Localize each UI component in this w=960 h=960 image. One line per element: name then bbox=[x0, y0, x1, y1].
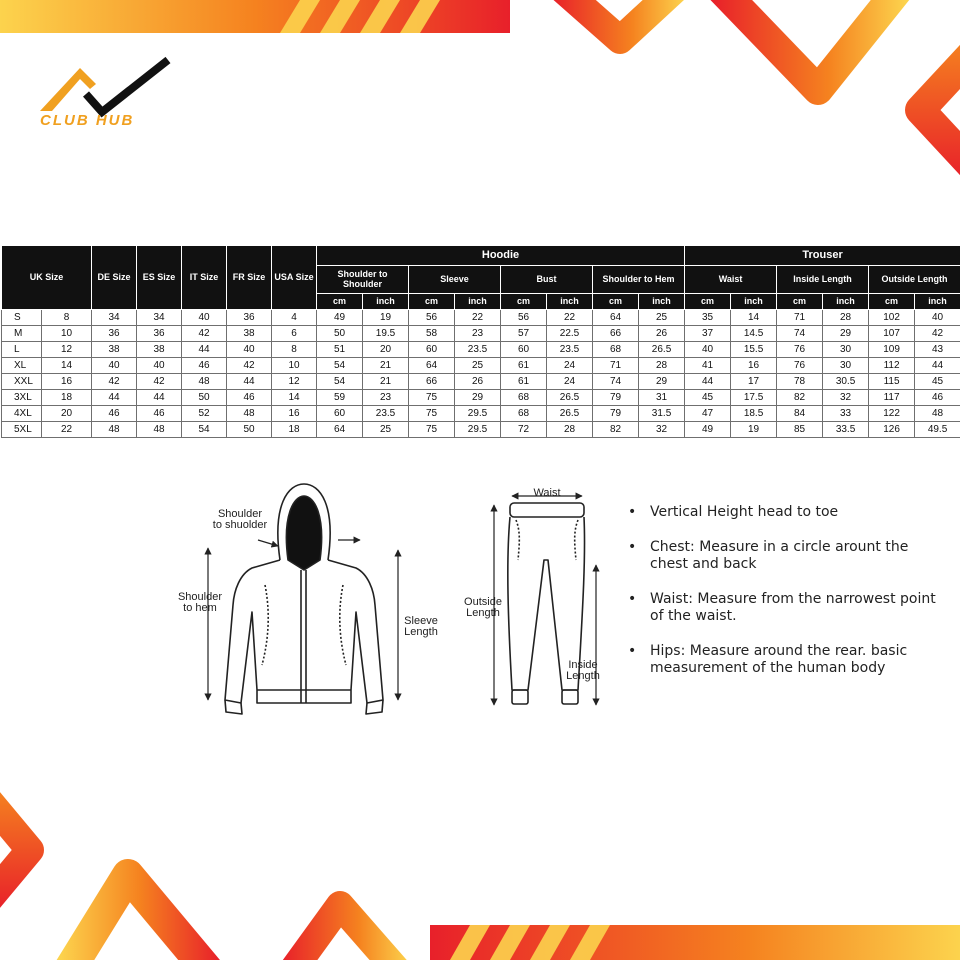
table-cell: 75 bbox=[409, 406, 455, 422]
table-cell: 40 bbox=[915, 310, 960, 326]
table-cell: 17.5 bbox=[731, 390, 777, 406]
table-cell: 56 bbox=[409, 310, 455, 326]
table-cell: 18 bbox=[272, 422, 317, 438]
table-cell: 60 bbox=[317, 406, 363, 422]
table-cell: 38 bbox=[137, 342, 182, 358]
table-cell: 48 bbox=[92, 422, 137, 438]
table-cell: 14 bbox=[731, 310, 777, 326]
note-item: • Waist: Measure from the narrowest point of the waist. bbox=[628, 591, 936, 624]
table-cell: 12 bbox=[272, 374, 317, 390]
table-cell: 84 bbox=[777, 406, 823, 422]
bullet-icon: • bbox=[628, 539, 637, 555]
table-cell: 10 bbox=[42, 326, 92, 342]
bullet-icon: • bbox=[628, 591, 637, 607]
table-cell: 28 bbox=[639, 358, 685, 374]
table-cell: 29 bbox=[455, 390, 501, 406]
table-cell: 23 bbox=[455, 326, 501, 342]
table-cell: 57 bbox=[501, 326, 547, 342]
size-label-cell: S bbox=[2, 310, 42, 326]
es-size-header: ES Size bbox=[137, 246, 182, 310]
table-cell: 44 bbox=[182, 342, 227, 358]
size-label-cell: XXL bbox=[2, 374, 42, 390]
table-cell: 38 bbox=[227, 326, 272, 342]
table-cell: 24 bbox=[547, 358, 593, 374]
table-cell: 66 bbox=[593, 326, 639, 342]
table-cell: 75 bbox=[409, 390, 455, 406]
table-cell: 48 bbox=[137, 422, 182, 438]
size-label-cell: 5XL bbox=[2, 422, 42, 438]
table-cell: 22 bbox=[42, 422, 92, 438]
table-cell: 16 bbox=[731, 358, 777, 374]
it-size-header: IT Size bbox=[182, 246, 227, 310]
table-cell: 78 bbox=[777, 374, 823, 390]
table-cell: 61 bbox=[501, 358, 547, 374]
table-cell: 25 bbox=[639, 310, 685, 326]
label-inside-length: Inside Length bbox=[566, 659, 600, 682]
table-cell: 122 bbox=[869, 406, 915, 422]
unit-cm-header: cm bbox=[317, 294, 363, 310]
unit-inch-header: inch bbox=[363, 294, 409, 310]
table-cell: 29.5 bbox=[455, 422, 501, 438]
unit-inch-header: inch bbox=[547, 294, 593, 310]
table-cell: 14 bbox=[272, 390, 317, 406]
table-cell: 45 bbox=[915, 374, 960, 390]
table-cell: 46 bbox=[227, 390, 272, 406]
table-cell: 29 bbox=[823, 326, 869, 342]
table-cell: 26.5 bbox=[547, 406, 593, 422]
table-cell: 76 bbox=[777, 342, 823, 358]
brand-name: CLUB HUB bbox=[40, 112, 135, 129]
size-label-cell: L bbox=[2, 342, 42, 358]
table-cell: 20 bbox=[363, 342, 409, 358]
table-cell: 37 bbox=[685, 326, 731, 342]
table-cell: 26.5 bbox=[547, 390, 593, 406]
table-cell: 49 bbox=[685, 422, 731, 438]
table-cell: 36 bbox=[227, 310, 272, 326]
table-cell: 40 bbox=[227, 342, 272, 358]
table-cell: 30 bbox=[823, 342, 869, 358]
table-cell: 40 bbox=[685, 342, 731, 358]
table-cell: 49 bbox=[317, 310, 363, 326]
note-item: • Vertical Height head to toe bbox=[628, 504, 839, 520]
table-cell: 64 bbox=[593, 310, 639, 326]
table-cell: 22 bbox=[547, 310, 593, 326]
table-cell: 23.5 bbox=[547, 342, 593, 358]
unit-cm-header: cm bbox=[685, 294, 731, 310]
measurement-notes bbox=[628, 504, 948, 695]
table-cell: 54 bbox=[182, 422, 227, 438]
table-cell: 54 bbox=[317, 374, 363, 390]
table-cell: 38 bbox=[92, 342, 137, 358]
table-cell: 20 bbox=[42, 406, 92, 422]
table-cell: 35 bbox=[685, 310, 731, 326]
table-cell: 40 bbox=[137, 358, 182, 374]
table-cell: 19.5 bbox=[363, 326, 409, 342]
note-item: • Hips: Measure around the rear. basic measurement of the human body bbox=[628, 643, 908, 676]
note-item: • Chest: Measure in a circle arount the chest and back bbox=[628, 539, 909, 572]
table-cell: 17 bbox=[731, 374, 777, 390]
table-cell: 18.5 bbox=[731, 406, 777, 422]
table-cell: 24 bbox=[547, 374, 593, 390]
table-cell: 23.5 bbox=[455, 342, 501, 358]
size-label-cell: M bbox=[2, 326, 42, 342]
table-cell: 42 bbox=[137, 374, 182, 390]
shoulder-to-hem-header: Shoulder to Hem bbox=[593, 266, 685, 294]
unit-inch-header: inch bbox=[455, 294, 501, 310]
table-cell: 54 bbox=[317, 358, 363, 374]
table-cell: 23.5 bbox=[363, 406, 409, 422]
table-cell: 42 bbox=[915, 326, 960, 342]
table-cell: 14 bbox=[42, 358, 92, 374]
label-outside-length: Outside Length bbox=[464, 596, 502, 619]
fr-size-header: FR Size bbox=[227, 246, 272, 310]
unit-inch-header: inch bbox=[639, 294, 685, 310]
unit-cm-header: cm bbox=[501, 294, 547, 310]
table-cell: 44 bbox=[685, 374, 731, 390]
table-cell: 64 bbox=[317, 422, 363, 438]
table-cell: 25 bbox=[455, 358, 501, 374]
table-cell: 19 bbox=[731, 422, 777, 438]
unit-cm-header: cm bbox=[593, 294, 639, 310]
table-cell: 50 bbox=[227, 422, 272, 438]
table-cell: 126 bbox=[869, 422, 915, 438]
table-cell: 4 bbox=[272, 310, 317, 326]
table-cell: 76 bbox=[777, 358, 823, 374]
bullet-icon: • bbox=[628, 643, 637, 659]
table-cell: 44 bbox=[92, 390, 137, 406]
table-cell: 42 bbox=[92, 374, 137, 390]
table-cell: 26 bbox=[639, 326, 685, 342]
size-label-cell: 3XL bbox=[2, 390, 42, 406]
table-cell: 66 bbox=[409, 374, 455, 390]
table-cell: 28 bbox=[823, 310, 869, 326]
table-cell: 48 bbox=[182, 374, 227, 390]
table-cell: 102 bbox=[869, 310, 915, 326]
table-cell: 10 bbox=[272, 358, 317, 374]
table-cell: 50 bbox=[317, 326, 363, 342]
table-cell: 44 bbox=[137, 390, 182, 406]
table-cell: 82 bbox=[593, 422, 639, 438]
table-cell: 44 bbox=[915, 358, 960, 374]
table-cell: 6 bbox=[272, 326, 317, 342]
table-cell: 48 bbox=[227, 406, 272, 422]
table-cell: 29.5 bbox=[455, 406, 501, 422]
table-cell: 44 bbox=[227, 374, 272, 390]
table-cell: 19 bbox=[363, 310, 409, 326]
unit-cm-header: cm bbox=[777, 294, 823, 310]
waist-header: Waist bbox=[685, 266, 777, 294]
table-cell: 46 bbox=[915, 390, 960, 406]
bullet-icon: • bbox=[628, 504, 637, 520]
sleeve-header: Sleeve bbox=[409, 266, 501, 294]
table-cell: 31 bbox=[639, 390, 685, 406]
table-cell: 14.5 bbox=[731, 326, 777, 342]
table-cell: 8 bbox=[272, 342, 317, 358]
table-cell: 36 bbox=[137, 326, 182, 342]
table-cell: 48 bbox=[915, 406, 960, 422]
table-cell: 60 bbox=[409, 342, 455, 358]
inside-length-header: Inside Length bbox=[777, 266, 869, 294]
table-cell: 31.5 bbox=[639, 406, 685, 422]
table-cell: 26.5 bbox=[639, 342, 685, 358]
table-cell: 26 bbox=[455, 374, 501, 390]
shoulder-to-shoulder-header: Shoulder to Shoulder bbox=[317, 266, 409, 294]
table-cell: 41 bbox=[685, 358, 731, 374]
table-cell: 46 bbox=[182, 358, 227, 374]
table-cell: 40 bbox=[182, 310, 227, 326]
table-cell: 21 bbox=[363, 358, 409, 374]
unit-inch-header: inch bbox=[915, 294, 960, 310]
unit-cm-header: cm bbox=[409, 294, 455, 310]
table-cell: 115 bbox=[869, 374, 915, 390]
table-cell: 79 bbox=[593, 406, 639, 422]
table-cell: 32 bbox=[639, 422, 685, 438]
outside-length-header: Outside Length bbox=[869, 266, 960, 294]
table-cell: 25 bbox=[363, 422, 409, 438]
size-label-cell: 4XL bbox=[2, 406, 42, 422]
table-cell: 32 bbox=[823, 390, 869, 406]
table-cell: 72 bbox=[501, 422, 547, 438]
table-cell: 21 bbox=[363, 374, 409, 390]
table-cell: 60 bbox=[501, 342, 547, 358]
table-cell: 30.5 bbox=[823, 374, 869, 390]
table-cell: 23 bbox=[363, 390, 409, 406]
table-cell: 82 bbox=[777, 390, 823, 406]
table-cell: 68 bbox=[593, 342, 639, 358]
table-cell: 43 bbox=[915, 342, 960, 358]
size-label-cell: XL bbox=[2, 358, 42, 374]
table-cell: 117 bbox=[869, 390, 915, 406]
table-cell: 56 bbox=[501, 310, 547, 326]
table-cell: 16 bbox=[42, 374, 92, 390]
table-cell: 64 bbox=[409, 358, 455, 374]
table-cell: 71 bbox=[593, 358, 639, 374]
table-cell: 75 bbox=[409, 422, 455, 438]
table-cell: 74 bbox=[777, 326, 823, 342]
table-cell: 112 bbox=[869, 358, 915, 374]
hoodie-header: Hoodie bbox=[317, 246, 685, 266]
table-cell: 79 bbox=[593, 390, 639, 406]
unit-inch-header: inch bbox=[731, 294, 777, 310]
table-cell: 15.5 bbox=[731, 342, 777, 358]
label-sleeve-length: Sleeve Length bbox=[404, 615, 438, 638]
label-waist: Waist bbox=[533, 487, 561, 499]
table-cell: 52 bbox=[182, 406, 227, 422]
table-cell: 45 bbox=[685, 390, 731, 406]
table-cell: 34 bbox=[137, 310, 182, 326]
table-cell: 33.5 bbox=[823, 422, 869, 438]
unit-inch-header: inch bbox=[823, 294, 869, 310]
table-cell: 30 bbox=[823, 358, 869, 374]
table-cell: 18 bbox=[42, 390, 92, 406]
table-cell: 22 bbox=[455, 310, 501, 326]
trouser-header: Trouser bbox=[685, 246, 960, 266]
table-cell: 34 bbox=[92, 310, 137, 326]
table-cell: 85 bbox=[777, 422, 823, 438]
table-cell: 46 bbox=[92, 406, 137, 422]
table-cell: 49.5 bbox=[915, 422, 960, 438]
table-cell: 61 bbox=[501, 374, 547, 390]
table-cell: 58 bbox=[409, 326, 455, 342]
table-cell: 28 bbox=[547, 422, 593, 438]
table-cell: 40 bbox=[92, 358, 137, 374]
table-cell: 36 bbox=[92, 326, 137, 342]
table-cell: 71 bbox=[777, 310, 823, 326]
table-cell: 68 bbox=[501, 406, 547, 422]
usa-size-header: USA Size bbox=[272, 246, 317, 310]
label-shoulder-to-hem: Shoulder to hem bbox=[177, 591, 223, 614]
unit-cm-header: cm bbox=[869, 294, 915, 310]
table-cell: 68 bbox=[501, 390, 547, 406]
table-cell: 33 bbox=[823, 406, 869, 422]
table-cell: 59 bbox=[317, 390, 363, 406]
table-cell: 51 bbox=[317, 342, 363, 358]
table-cell: 47 bbox=[685, 406, 731, 422]
table-cell: 50 bbox=[182, 390, 227, 406]
table-cell: 109 bbox=[869, 342, 915, 358]
table-cell: 42 bbox=[227, 358, 272, 374]
table-cell: 42 bbox=[182, 326, 227, 342]
de-size-header: DE Size bbox=[92, 246, 137, 310]
label-shoulder-to-shoulder: Shoulder to shuolder bbox=[212, 508, 268, 531]
table-cell: 8 bbox=[42, 310, 92, 326]
table-cell: 46 bbox=[137, 406, 182, 422]
table-cell: 12 bbox=[42, 342, 92, 358]
table-cell: 29 bbox=[639, 374, 685, 390]
uk-size-header: UK Size bbox=[2, 246, 92, 310]
table-cell: 74 bbox=[593, 374, 639, 390]
bust-header: Bust bbox=[501, 266, 593, 294]
table-cell: 22.5 bbox=[547, 326, 593, 342]
table-cell: 107 bbox=[869, 326, 915, 342]
table-cell: 16 bbox=[272, 406, 317, 422]
